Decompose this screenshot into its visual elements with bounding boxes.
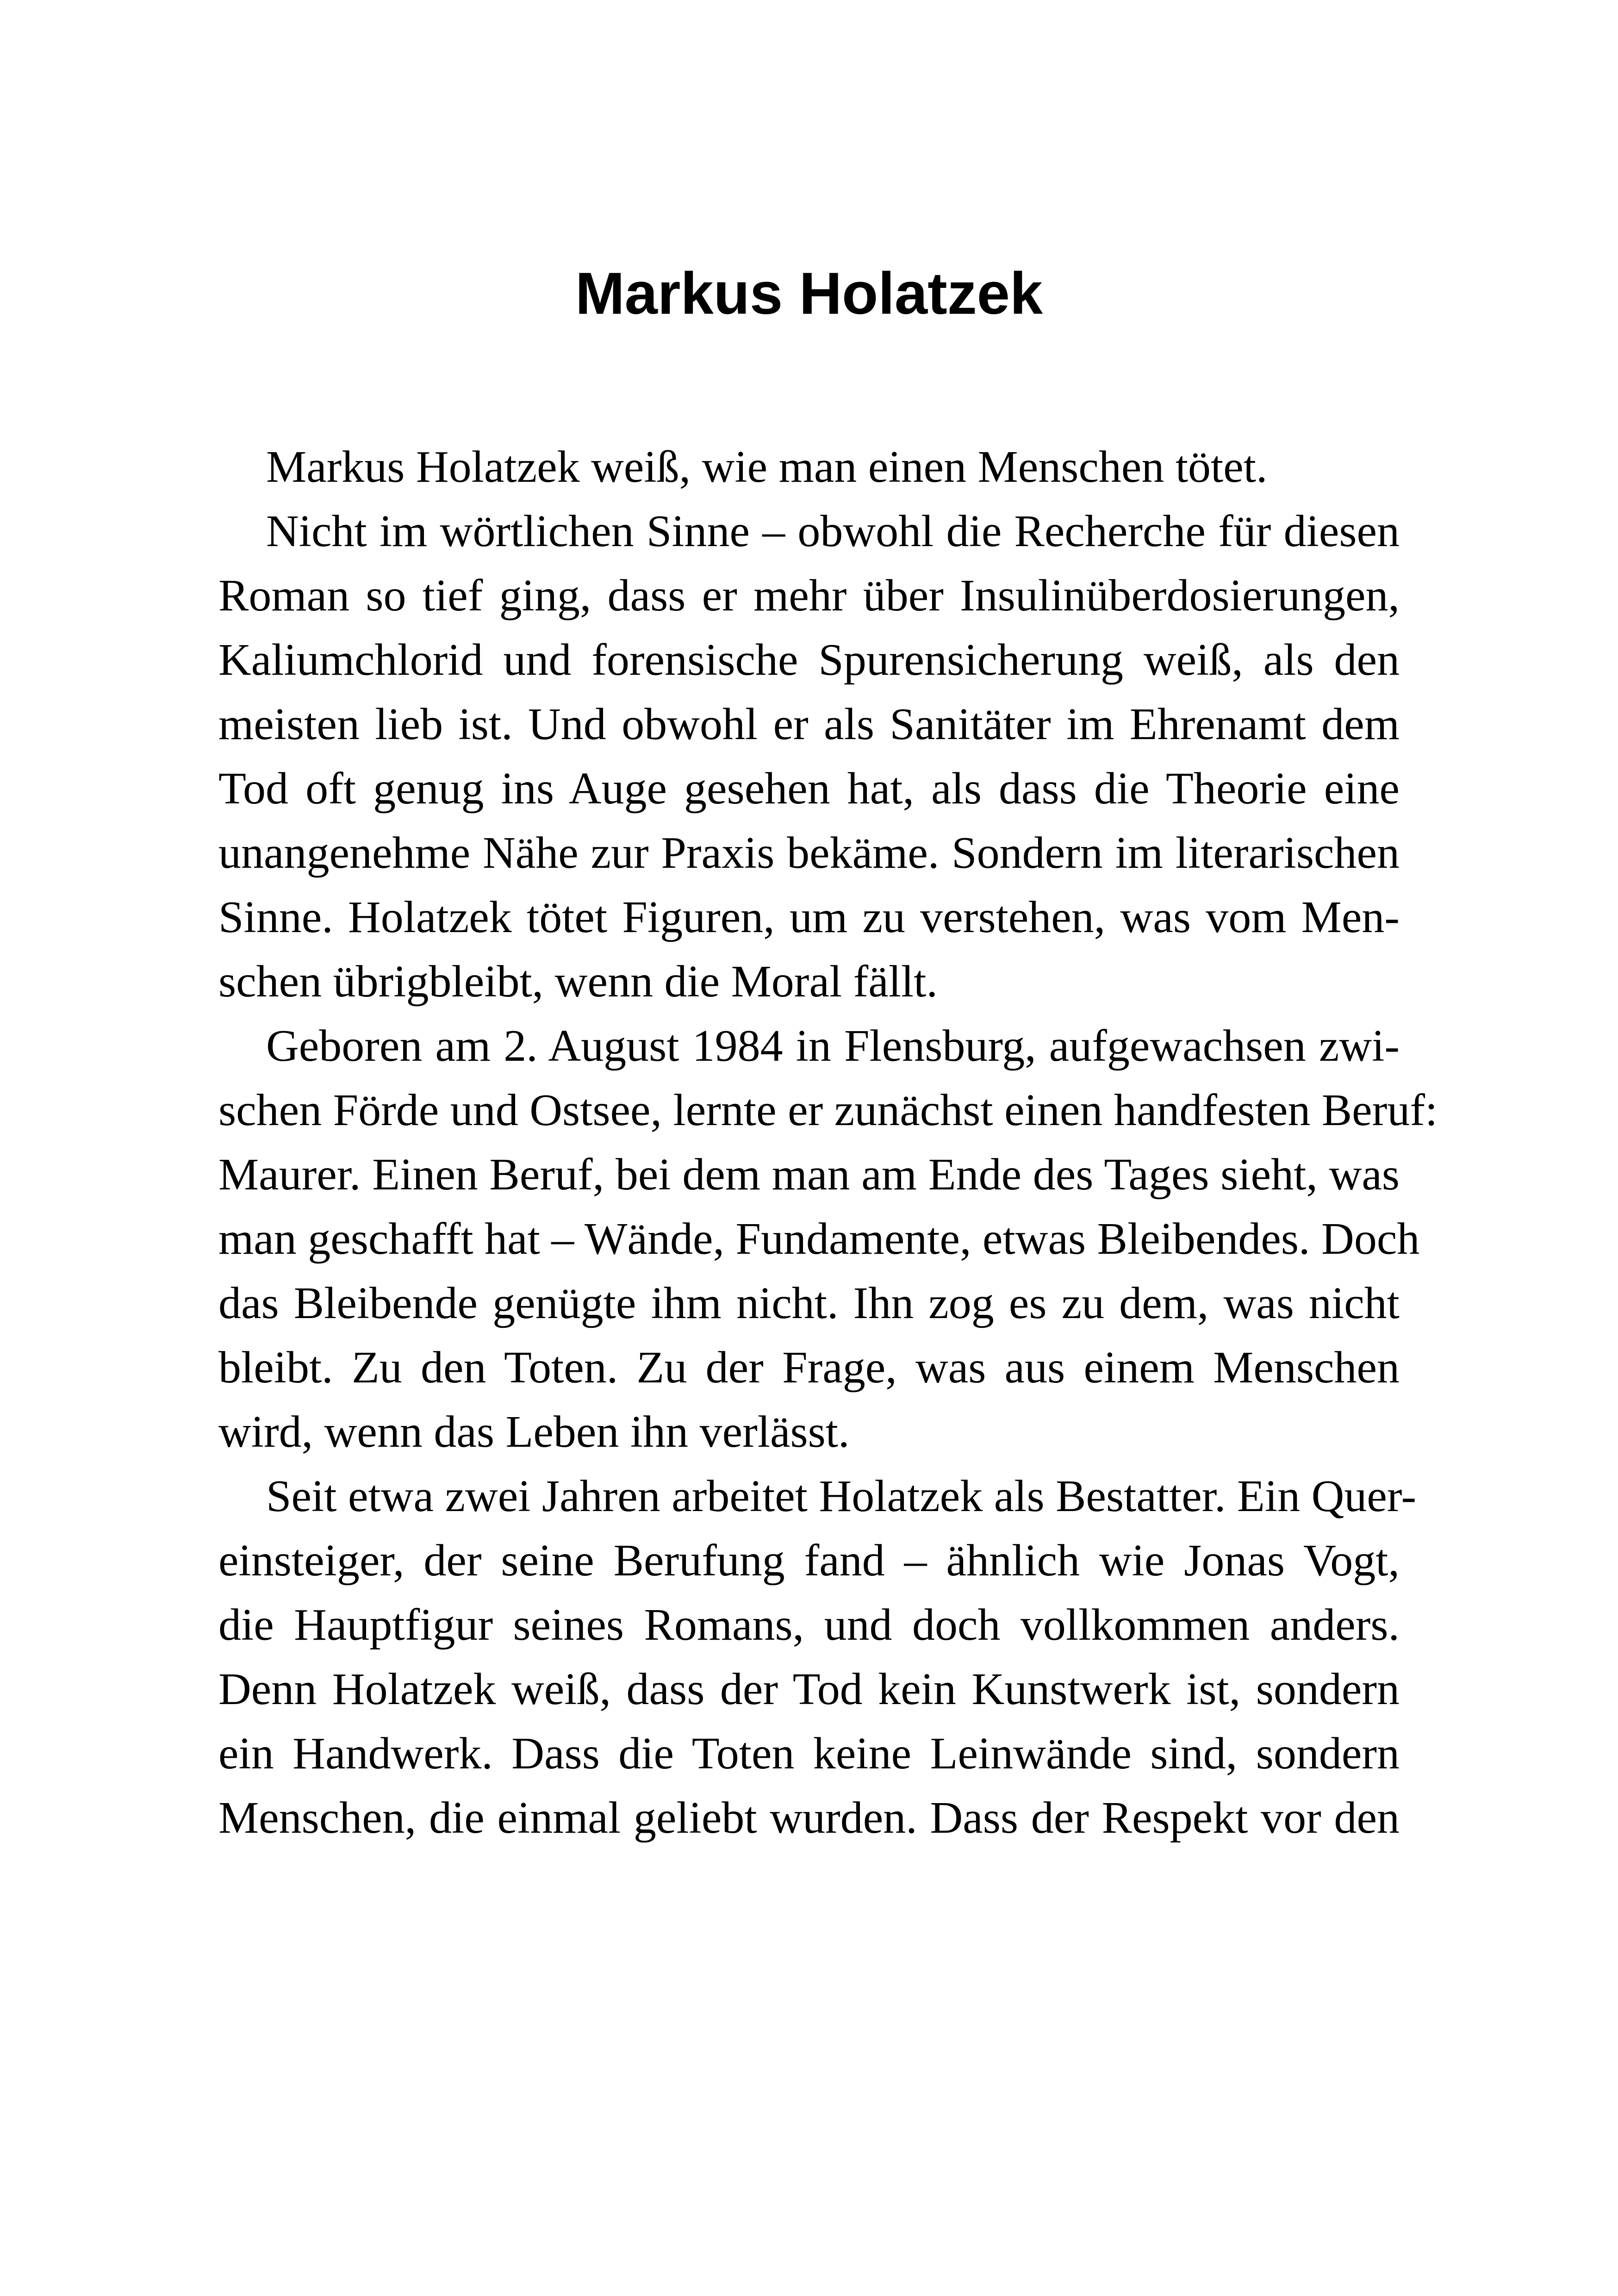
text-line: Seit etwa zwei Jahren arbeitet Holatzek als Bestatter. Ein Quer- bbox=[266, 1471, 1417, 1521]
paragraph-3 bbox=[218, 1014, 1438, 1464]
text-line: wird, wenn das Leben ihn verlässt. bbox=[218, 1407, 850, 1457]
paragraph-1 bbox=[218, 435, 1400, 499]
paragraph-4 bbox=[218, 1464, 1417, 1850]
text-line: Nicht im wörtlichen Sinne – obwohl die Recherche für diesen bbox=[266, 506, 1400, 556]
text-line: schen Förde und Ostsee, lernte er zunächst einen handfesten Beruf: bbox=[218, 1085, 1438, 1135]
paragraph-2 bbox=[218, 499, 1400, 1014]
body-text bbox=[218, 435, 1438, 1850]
page-title: Markus Holatzek bbox=[575, 261, 1043, 327]
text-line: die Hauptfigur seines Romans, und doch vollkommen anders. bbox=[218, 1600, 1400, 1650]
text-line: einsteiger, der seine Berufung fand – ähnlich wie Jonas Vogt, bbox=[218, 1536, 1400, 1586]
text-line: Roman so tief ging, dass er mehr über Insulinüberdosierungen, bbox=[218, 571, 1400, 621]
text-line: Kaliumchlorid und forensische Spurensicherung weiß, als den bbox=[218, 635, 1400, 685]
text-line: man geschafft hat – Wände, Fundamente, etwas Bleibendes. Doch bbox=[218, 1214, 1420, 1264]
text-line: Tod oft genug ins Auge gesehen hat, als dass die Theorie eine bbox=[218, 764, 1400, 814]
text-line: meisten lieb ist. Und obwohl er als Sanitäter im Ehrenamt dem bbox=[218, 699, 1400, 749]
text-line: Geboren am 2. August 1984 in Flensburg, aufgewachsen zwi- bbox=[266, 1021, 1400, 1071]
text-line: Denn Holatzek weiß, dass der Tod kein Kunstwerk ist, sondern bbox=[218, 1664, 1400, 1714]
text-line: Sinne. Holatzek tötet Figuren, um zu verstehen, was vom Men- bbox=[218, 892, 1400, 942]
text-line: das Bleibende genügte ihm nicht. Ihn zog es zu dem, was nicht bbox=[218, 1278, 1400, 1328]
text-line: bleibt. Zu den Toten. Zu der Frage, was aus einem Menschen bbox=[218, 1343, 1400, 1393]
text-line: Markus Holatzek weiß, wie man einen Menschen tötet. bbox=[266, 442, 1268, 492]
text-line: Menschen, die einmal geliebt wurden. Dass der Respekt vor den bbox=[218, 1793, 1400, 1843]
text-line: schen übrigbleibt, wenn die Moral fällt. bbox=[218, 957, 938, 1007]
text-line: ein Handwerk. Dass die Toten keine Leinwände sind, sondern bbox=[218, 1729, 1400, 1779]
text-line: unangenehme Nähe zur Praxis bekäme. Sondern im literarischen bbox=[218, 828, 1400, 878]
text-line: Maurer. Einen Beruf, bei dem man am Ende des Tages sieht, was bbox=[218, 1150, 1400, 1200]
